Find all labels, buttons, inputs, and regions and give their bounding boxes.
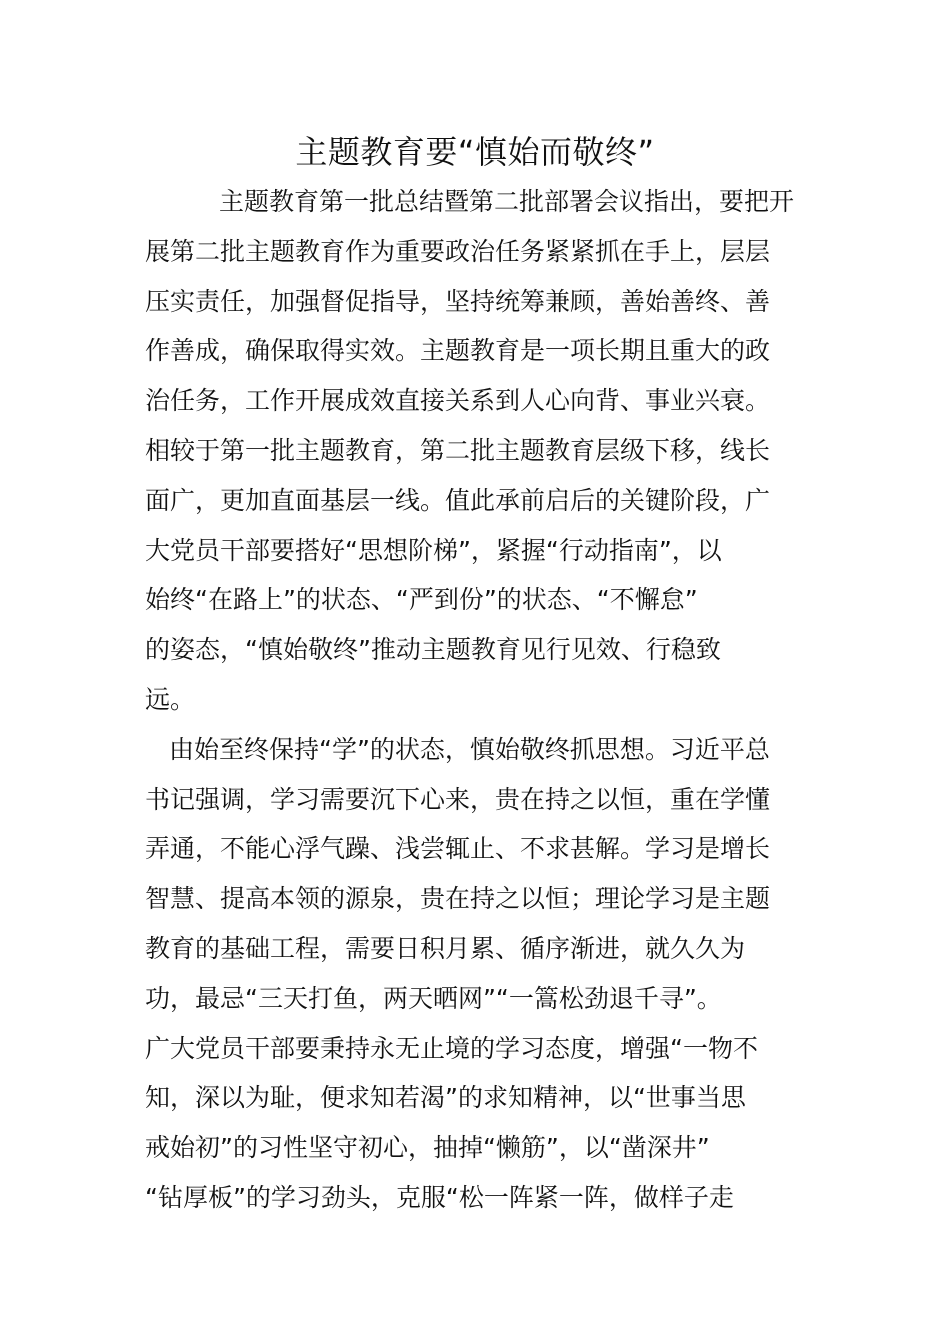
paragraph-2-line: 弄通，不能心浮气躁、浅尝辄止、不求甚解。学习是增长: [145, 834, 771, 864]
paragraph-2-line: 戒始初”的习性坚守初心，抽掉“懒筋”，以“凿深井”: [145, 1133, 710, 1163]
paragraph-1-line: 作善成，确保取得实效。主题教育是一项长期且重大的政: [145, 336, 771, 366]
paragraph-1-line: 始终“在路上”的状态、“严到份”的状态、“不懈怠”: [145, 585, 698, 615]
paragraph-1-line: 相较于第一批主题教育，第二批主题教育层级下移，线长: [145, 435, 771, 465]
paragraph-2-line: 功，最忌“三天打鱼，两天晒网”“一篙松劲退千寻”。: [145, 983, 722, 1013]
paragraph-2-line: “钻厚板”的学习劲头，克服“松一阵紧一阵，做样子走: [145, 1182, 734, 1212]
document-body: [145, 177, 807, 1223]
paragraph-1-line: 治任务，工作开展成效直接关系到人心向背、事业兴衰。: [145, 386, 771, 416]
paragraph-1-line: 面广，更加直面基层一线。值此承前启后的关键阶段，广: [145, 485, 771, 515]
paragraph-1-line: 远。: [145, 684, 196, 714]
paragraph-2-line: 智慧、提高本领的源泉，贵在持之以恒；理论学习是主题: [145, 884, 771, 914]
paragraph-2: [145, 725, 807, 1223]
paragraph-1-line: 主题教育第一批总结暨第二批部署会议指出，要把开: [219, 187, 795, 216]
paragraph-1-line: 大党员干部要搭好“思想阶梯”，紧握“行动指南”，以: [145, 535, 722, 565]
paragraph-2-line: 广大党员干部要秉持永无止境的学习态度，增强“一物不: [145, 1033, 758, 1063]
document-title: 主题教育要“慎始而敬终”: [295, 133, 655, 171]
paragraph-2-line: 知，深以为耻，便求知若渴”的求知精神，以“世事当思: [145, 1083, 746, 1113]
paragraph-1-line: 的姿态，“慎始敬终”推动主题教育见行见效、行稳致: [145, 635, 721, 665]
paragraph-2-line: 由始至终保持“学”的状态，慎始敬终抓思想。习近平总: [169, 734, 770, 764]
paragraph-1: [145, 177, 807, 725]
paragraph-1-line: 展第二批主题教育作为重要政治任务紧紧抓在手上，层层: [145, 236, 771, 266]
paragraph-2-line: 书记强调，学习需要沉下心来，贵在持之以恒，重在学懂: [145, 784, 771, 814]
paragraph-2-line: 教育的基础工程，需要日积月累、循序渐进，就久久为: [145, 933, 746, 963]
paragraph-1-line: 压实责任，加强督促指导，坚持统筹兼顾，善始善终、善: [145, 286, 771, 316]
